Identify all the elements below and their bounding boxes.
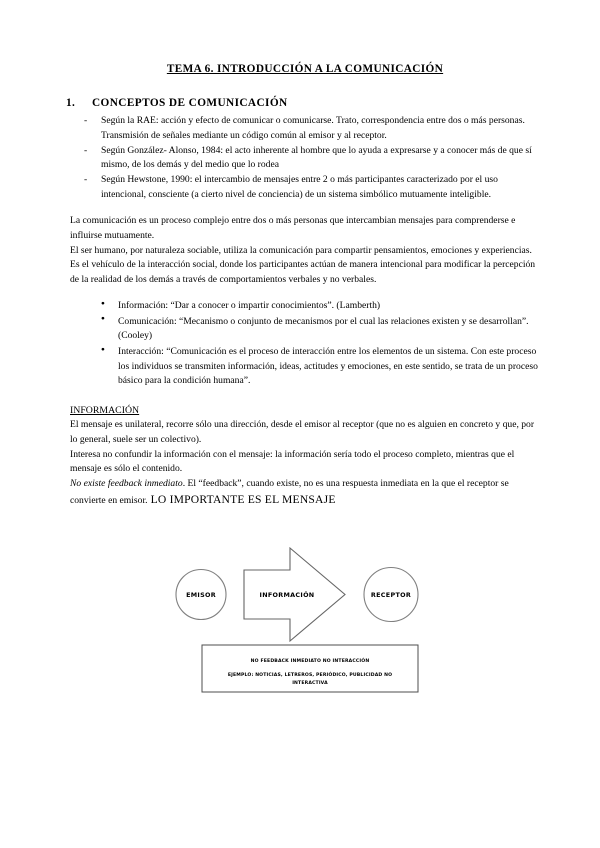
feedback-rest: . El “feedback”, cuando existe, no es una respuesta inmediata en la que el receptor se convierte en emisor. [70,477,509,507]
paragraph-comunicacion-proceso: La comunicación es un proceso complejo entre dos o más personas que intercambian mensajes para comprenderse e influirse mutuamente. [70,215,516,241]
note-line-3: INTERACTIVA [292,681,328,686]
informacion-section [70,390,540,509]
emphasis-lo-importante: LO IMPORTANTE ES EL MENSAJE [147,493,336,507]
emisor-label: EMISOR [186,591,216,599]
paragraph-vehiculo-interaccion: Es el vehículo de la interacción social, donde los participantes actúan de manera intencional para modificar la percepción de la realidad de los demás a través de comportamientos verbales y no verbales. [70,259,536,285]
sub-heading-informacion: INFORMACIÓN [70,404,140,416]
concept-bullets-list [70,299,540,388]
note-line-2: EJEMPLO: NOTICIAS, LETREROS, PERIÓDICO, PUBLICIDAD NO [227,673,393,678]
section-heading-conceptos [66,96,540,111]
list-item: ● Comunicación: “Mecanismo o conjunto de mecanismos por el cual las relaciones existen y se desarrollan”. (Cooley) [70,315,540,344]
note-line-1: NO FEEDBACK INMEDIATO NO INTERACCIÓN [250,659,370,664]
definitions-list [70,114,540,202]
section-heading-label: CONCEPTOS DE COMUNICACIÓN [92,96,288,109]
section-number: 1. [66,96,76,109]
paragraph-mensaje-unilateral: El mensaje es unilateral, recorre sólo una dirección, desde el emisor al receptor (que no es alguien en concreto y que, por lo general, suele ser un colectivo). [70,419,535,446]
list-item: ● Información: “Dar a conocer o impartir conocimientos”. (Lamberth) [70,299,540,314]
communication-diagram [0,543,600,703]
arrow-label: INFORMACIÓN [259,591,315,599]
informacion-arrow [244,548,345,641]
list-item: - Según la RAE: acción y efecto de comunicar o comunicarse. Trato, correspondencia entre dos o más personas. Transmisión de señales mediante un código común al emisor y al receptor. [70,114,540,143]
page-title: TEMA 6. INTRODUCCIÓN A LA COMUNICACIÓN [166,63,444,75]
list-item: - Según Hewstone, 1990: el intercambio de mensajes entre 2 o más participantes caracterizado por el uso intencional, consciente (a cierto nivel de conciencia) de un sistema simbólico mutuamente inteligible. [70,173,540,202]
paragraph-feedback [70,477,540,509]
paragraph-ser-humano: El ser humano, por naturaleza sociable, utiliza la comunicación para compartir pensamientos, emociones y experiencias. [70,244,532,256]
list-item: - Según González- Alonso, 1984: el acto inherente al hombre que lo ayuda a expresarse y a conocer más de que sí mismo, de los demás y del medio que lo rodea [70,144,540,173]
note-box [202,645,418,692]
italic-no-feedback: No existe feedback inmediato [70,477,183,489]
emisor-node [176,570,226,620]
receptor-node [364,568,418,622]
receptor-label: RECEPTOR [370,591,412,599]
paragraph-no-confundir: Interesa no confundir la información con el mensaje: la información sería todo el proceso completo, mientras que el mensaje es sólo el contenido. [70,448,515,475]
list-item: ● Interacción: “Comunicación es el proceso de interacción entre los elementos de un sistema. Con este proceso los individuos se transmiten información, ideas, actitudes y emociones, en este sentido, se trata de un proceso básico para la condición humana”. [70,345,540,389]
